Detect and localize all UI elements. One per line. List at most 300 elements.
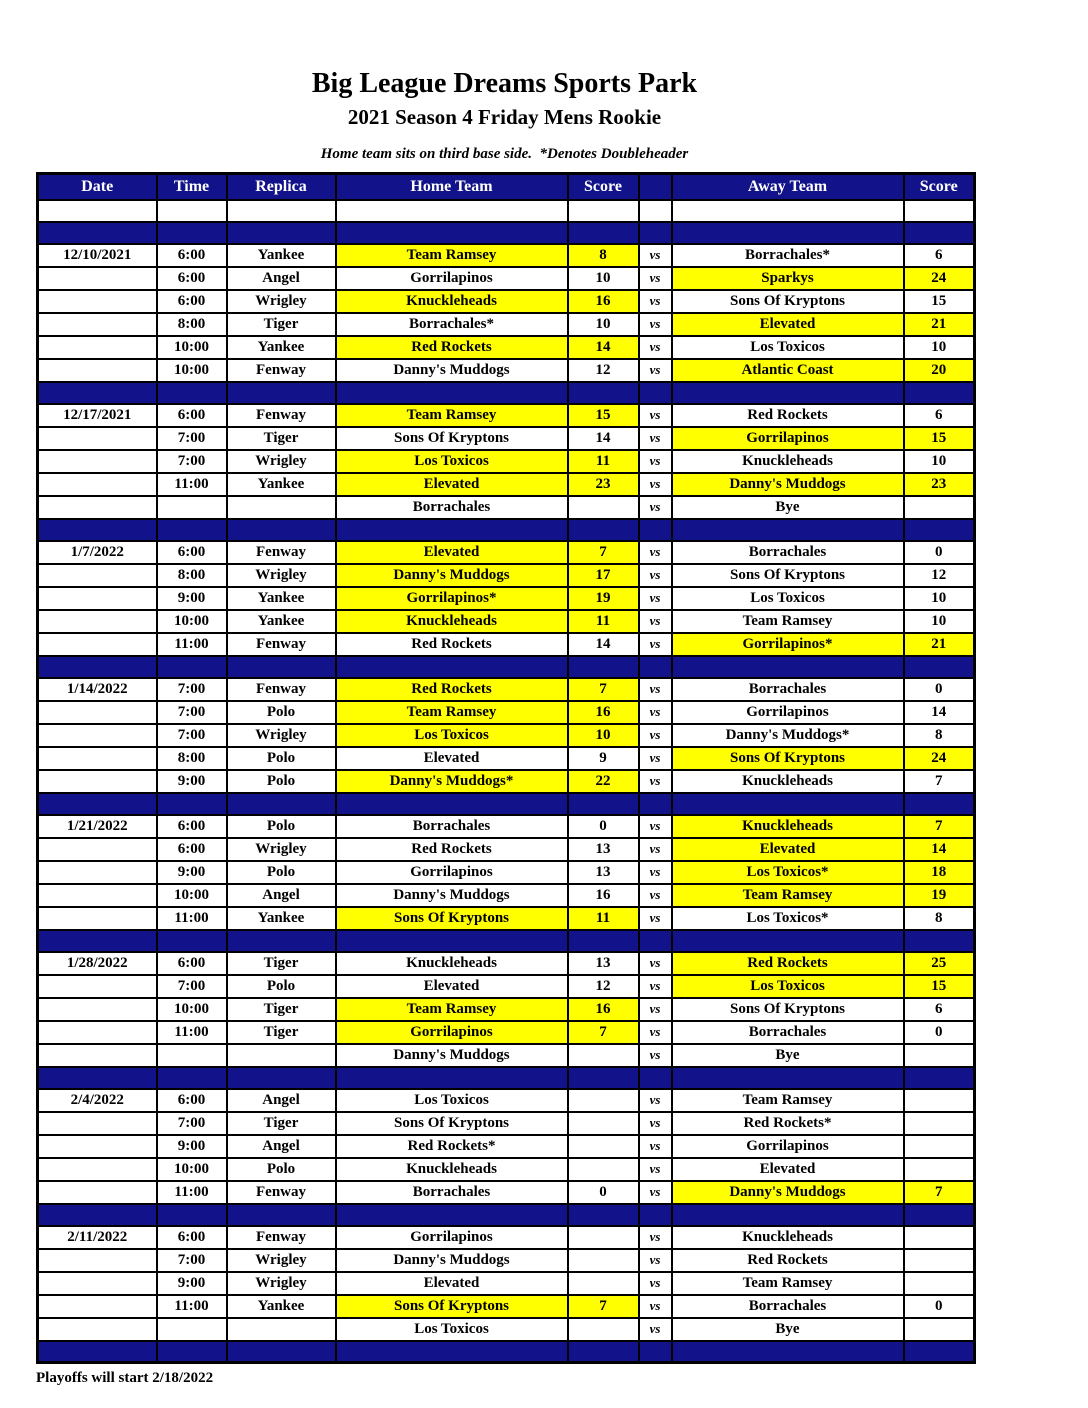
home-team-cell: Danny's Muddogs — [336, 359, 568, 382]
time-cell: 9:00 — [157, 587, 227, 610]
home-team-cell: Borrachales — [336, 1181, 568, 1204]
separator-cell — [157, 222, 227, 244]
separator-cell — [336, 656, 568, 678]
date-cell: 2/4/2022 — [38, 1089, 157, 1112]
page-subtitle: 2021 Season 4 Friday Mens Rookie — [347, 105, 662, 129]
vs-cell: vs — [639, 1021, 672, 1044]
replica-cell: Wrigley — [227, 450, 336, 473]
away-team-cell: Elevated — [672, 838, 904, 861]
home-score-cell: 12 — [568, 359, 639, 382]
vs-cell: vs — [639, 496, 672, 519]
game-row — [38, 861, 975, 884]
replica-cell: Wrigley — [227, 724, 336, 747]
vs-cell: vs — [639, 952, 672, 975]
away-team-cell: Gorrilapinos — [672, 1135, 904, 1158]
time-cell: 10:00 — [157, 1158, 227, 1181]
section-separator-row — [38, 1067, 975, 1089]
home-score-cell: 11 — [568, 907, 639, 930]
away-team-cell: Red Rockets* — [672, 1112, 904, 1135]
game-row — [38, 907, 975, 930]
time-cell: 9:00 — [157, 1135, 227, 1158]
time-cell: 9:00 — [157, 1272, 227, 1295]
game-row — [38, 473, 975, 496]
time-cell: 6:00 — [157, 290, 227, 313]
game-row — [38, 496, 975, 519]
section-separator-row — [38, 1341, 975, 1363]
vs-cell: vs — [639, 724, 672, 747]
away-score-cell: 10 — [904, 610, 975, 633]
vs-cell: vs — [639, 359, 672, 382]
time-cell: 7:00 — [157, 678, 227, 701]
column-header-vs — [639, 174, 672, 200]
date-cell — [38, 724, 157, 747]
separator-cell — [227, 930, 336, 952]
time-cell: 10:00 — [157, 610, 227, 633]
separator-cell — [38, 793, 157, 815]
game-row — [38, 724, 975, 747]
separator-cell — [336, 793, 568, 815]
home-team-cell: Los Toxicos — [336, 450, 568, 473]
game-row — [38, 610, 975, 633]
replica-cell — [227, 1318, 336, 1341]
away-score-cell — [904, 1112, 975, 1135]
home-score-cell: 10 — [568, 724, 639, 747]
time-cell: 6:00 — [157, 1089, 227, 1112]
game-row — [38, 1135, 975, 1158]
vs-cell: vs — [639, 975, 672, 998]
time-cell: 7:00 — [157, 701, 227, 724]
away-team-cell: Red Rockets — [672, 404, 904, 427]
date-cell — [38, 587, 157, 610]
vs-cell: vs — [639, 1112, 672, 1135]
spacer-cell — [904, 200, 975, 222]
date-cell — [38, 473, 157, 496]
vs-cell: vs — [639, 404, 672, 427]
home-team-cell: Red Rockets* — [336, 1135, 568, 1158]
time-cell: 6:00 — [157, 244, 227, 267]
separator-cell — [639, 1067, 672, 1089]
time-cell: 8:00 — [157, 747, 227, 770]
column-header-away-score: Score — [904, 174, 975, 200]
date-cell — [38, 861, 157, 884]
away-score-cell — [904, 1318, 975, 1341]
spacer-cell — [336, 200, 568, 222]
replica-cell: Polo — [227, 701, 336, 724]
game-row — [38, 267, 975, 290]
section-separator-row — [38, 656, 975, 678]
date-cell — [38, 290, 157, 313]
time-cell: 6:00 — [157, 838, 227, 861]
separator-cell — [672, 1341, 904, 1363]
separator-cell — [157, 793, 227, 815]
home-team-cell: Knuckleheads — [336, 952, 568, 975]
home-score-cell: 10 — [568, 313, 639, 336]
home-team-cell: Red Rockets — [336, 336, 568, 359]
section-separator-row — [38, 930, 975, 952]
away-team-cell: Bye — [672, 496, 904, 519]
separator-cell — [568, 1341, 639, 1363]
replica-cell: Fenway — [227, 678, 336, 701]
column-header-replica: Replica — [227, 174, 336, 200]
home-team-cell: Los Toxicos — [336, 724, 568, 747]
vs-cell: vs — [639, 861, 672, 884]
separator-cell — [38, 382, 157, 404]
vs-cell: vs — [639, 1181, 672, 1204]
away-team-cell: Borrachales — [672, 1021, 904, 1044]
away-score-cell: 12 — [904, 564, 975, 587]
date-cell — [38, 313, 157, 336]
home-score-cell: 14 — [568, 336, 639, 359]
game-row — [38, 1272, 975, 1295]
spacer-cell — [38, 200, 157, 222]
vs-cell: vs — [639, 678, 672, 701]
vs-cell: vs — [639, 1135, 672, 1158]
game-row — [38, 701, 975, 724]
away-score-cell: 15 — [904, 427, 975, 450]
separator-cell — [568, 1067, 639, 1089]
separator-cell — [568, 222, 639, 244]
home-score-cell — [568, 1044, 639, 1067]
vs-cell: vs — [639, 610, 672, 633]
date-cell — [38, 633, 157, 656]
away-team-cell: Los Toxicos — [672, 975, 904, 998]
date-cell — [38, 359, 157, 382]
away-team-cell: Red Rockets — [672, 952, 904, 975]
home-team-cell: Borrachales — [336, 496, 568, 519]
replica-cell: Wrigley — [227, 564, 336, 587]
date-cell — [38, 1044, 157, 1067]
separator-cell — [672, 793, 904, 815]
vs-cell: vs — [639, 633, 672, 656]
home-team-cell: Red Rockets — [336, 633, 568, 656]
separator-cell — [568, 1204, 639, 1226]
date-cell — [38, 1249, 157, 1272]
vs-cell: vs — [639, 587, 672, 610]
separator-cell — [38, 222, 157, 244]
away-team-cell: Team Ramsey — [672, 1089, 904, 1112]
home-score-cell: 15 — [568, 404, 639, 427]
separator-cell — [38, 519, 157, 541]
vs-cell: vs — [639, 267, 672, 290]
separator-cell — [568, 930, 639, 952]
away-score-cell — [904, 1249, 975, 1272]
away-score-cell: 15 — [904, 975, 975, 998]
separator-cell — [336, 519, 568, 541]
replica-cell: Tiger — [227, 427, 336, 450]
home-score-cell — [568, 1089, 639, 1112]
away-score-cell: 10 — [904, 587, 975, 610]
game-row — [38, 1044, 975, 1067]
separator-cell — [904, 1341, 975, 1363]
vs-cell: vs — [639, 1226, 672, 1249]
home-score-cell — [568, 1226, 639, 1249]
page-title: Big League Dreams Sports Park — [311, 68, 698, 99]
replica-cell: Yankee — [227, 473, 336, 496]
away-team-cell: Gorrilapinos* — [672, 633, 904, 656]
replica-cell — [227, 496, 336, 519]
time-cell: 11:00 — [157, 907, 227, 930]
away-score-cell: 21 — [904, 313, 975, 336]
separator-cell — [568, 519, 639, 541]
time-cell: 6:00 — [157, 1226, 227, 1249]
vs-cell: vs — [639, 1158, 672, 1181]
vs-cell: vs — [639, 838, 672, 861]
separator-cell — [157, 656, 227, 678]
column-header-home-team: Home Team — [336, 174, 568, 200]
away-team-cell: Knuckleheads — [672, 770, 904, 793]
date-cell — [38, 1295, 157, 1318]
time-cell: 10:00 — [157, 359, 227, 382]
separator-cell — [227, 222, 336, 244]
replica-cell: Yankee — [227, 907, 336, 930]
home-team-cell: Gorrilapinos* — [336, 587, 568, 610]
away-team-cell: Sons Of Kryptons — [672, 747, 904, 770]
date-cell — [38, 907, 157, 930]
separator-cell — [672, 382, 904, 404]
away-score-cell: 8 — [904, 724, 975, 747]
home-team-cell: Team Ramsey — [336, 244, 568, 267]
separator-cell — [336, 1067, 568, 1089]
away-score-cell: 8 — [904, 907, 975, 930]
separator-cell — [639, 656, 672, 678]
replica-cell: Tiger — [227, 952, 336, 975]
away-team-cell: Los Toxicos* — [672, 861, 904, 884]
replica-cell: Yankee — [227, 244, 336, 267]
away-score-cell: 10 — [904, 450, 975, 473]
separator-cell — [227, 1341, 336, 1363]
game-row — [38, 427, 975, 450]
away-score-cell: 24 — [904, 267, 975, 290]
away-score-cell: 7 — [904, 770, 975, 793]
replica-cell: Tiger — [227, 313, 336, 336]
away-score-cell: 25 — [904, 952, 975, 975]
home-team-cell: Knuckleheads — [336, 1158, 568, 1181]
game-row — [38, 975, 975, 998]
away-team-cell: Danny's Muddogs — [672, 1181, 904, 1204]
away-team-cell: Elevated — [672, 313, 904, 336]
separator-cell — [227, 1204, 336, 1226]
time-cell: 7:00 — [157, 427, 227, 450]
spacer-row — [38, 200, 975, 222]
home-score-cell — [568, 1135, 639, 1158]
home-team-cell: Elevated — [336, 1272, 568, 1295]
home-team-cell: Knuckleheads — [336, 610, 568, 633]
separator-cell — [157, 930, 227, 952]
separator-cell — [38, 656, 157, 678]
time-cell: 6:00 — [157, 267, 227, 290]
home-team-cell: Los Toxicos — [336, 1089, 568, 1112]
separator-cell — [904, 382, 975, 404]
separator-cell — [904, 519, 975, 541]
home-score-cell: 16 — [568, 884, 639, 907]
replica-cell: Fenway — [227, 1181, 336, 1204]
vs-cell: vs — [639, 427, 672, 450]
time-cell: 10:00 — [157, 336, 227, 359]
away-score-cell: 19 — [904, 884, 975, 907]
game-row — [38, 884, 975, 907]
replica-cell: Yankee — [227, 587, 336, 610]
time-cell — [157, 1318, 227, 1341]
date-cell — [38, 336, 157, 359]
game-row — [38, 1249, 975, 1272]
time-cell: 7:00 — [157, 1112, 227, 1135]
game-row — [38, 404, 975, 427]
away-score-cell: 7 — [904, 815, 975, 838]
vs-cell: vs — [639, 998, 672, 1021]
away-score-cell — [904, 1044, 975, 1067]
separator-cell — [672, 656, 904, 678]
vs-cell: vs — [639, 907, 672, 930]
separator-cell — [904, 656, 975, 678]
date-cell — [38, 1135, 157, 1158]
home-team-cell: Sons Of Kryptons — [336, 1112, 568, 1135]
home-team-cell: Borrachales* — [336, 313, 568, 336]
game-row — [38, 290, 975, 313]
replica-cell: Polo — [227, 1158, 336, 1181]
game-row — [38, 1021, 975, 1044]
section-separator-row — [38, 1204, 975, 1226]
game-row — [38, 747, 975, 770]
time-cell: 11:00 — [157, 1181, 227, 1204]
away-score-cell: 14 — [904, 701, 975, 724]
separator-cell — [639, 930, 672, 952]
date-cell: 1/7/2022 — [38, 541, 157, 564]
time-cell: 8:00 — [157, 564, 227, 587]
vs-cell: vs — [639, 1272, 672, 1295]
time-cell: 7:00 — [157, 1249, 227, 1272]
home-score-cell: 17 — [568, 564, 639, 587]
game-row — [38, 998, 975, 1021]
away-team-cell: Knuckleheads — [672, 815, 904, 838]
time-cell: 7:00 — [157, 975, 227, 998]
home-score-cell: 16 — [568, 701, 639, 724]
game-row — [38, 678, 975, 701]
away-score-cell: 23 — [904, 473, 975, 496]
home-score-cell — [568, 496, 639, 519]
separator-cell — [157, 1341, 227, 1363]
time-cell: 10:00 — [157, 884, 227, 907]
away-team-cell: Bye — [672, 1318, 904, 1341]
home-team-cell: Red Rockets — [336, 838, 568, 861]
replica-cell: Fenway — [227, 633, 336, 656]
time-cell: 8:00 — [157, 313, 227, 336]
home-team-cell: Team Ramsey — [336, 701, 568, 724]
replica-cell: Wrigley — [227, 1272, 336, 1295]
home-team-cell: Team Ramsey — [336, 998, 568, 1021]
away-score-cell: 15 — [904, 290, 975, 313]
date-cell: 2/11/2022 — [38, 1226, 157, 1249]
replica-cell: Wrigley — [227, 290, 336, 313]
home-score-cell — [568, 1249, 639, 1272]
separator-cell — [336, 382, 568, 404]
replica-cell: Polo — [227, 861, 336, 884]
away-score-cell: 0 — [904, 1295, 975, 1318]
vs-cell: vs — [639, 564, 672, 587]
replica-cell: Wrigley — [227, 1249, 336, 1272]
game-row — [38, 1089, 975, 1112]
home-team-cell: Danny's Muddogs — [336, 884, 568, 907]
replica-cell: Yankee — [227, 336, 336, 359]
separator-cell — [336, 222, 568, 244]
table-header-row — [38, 174, 975, 200]
home-score-cell: 12 — [568, 975, 639, 998]
vs-cell: vs — [639, 473, 672, 496]
separator-cell — [672, 1067, 904, 1089]
separator-cell — [904, 1067, 975, 1089]
home-team-cell: Sons Of Kryptons — [336, 1295, 568, 1318]
away-score-cell: 6 — [904, 404, 975, 427]
away-score-cell — [904, 1135, 975, 1158]
vs-cell: vs — [639, 336, 672, 359]
section-separator-row — [38, 793, 975, 815]
home-score-cell: 13 — [568, 861, 639, 884]
time-cell: 6:00 — [157, 815, 227, 838]
date-cell — [38, 1021, 157, 1044]
time-cell: 7:00 — [157, 450, 227, 473]
away-team-cell: Sparkys — [672, 267, 904, 290]
date-cell: 12/17/2021 — [38, 404, 157, 427]
time-cell: 11:00 — [157, 633, 227, 656]
home-team-cell: Los Toxicos — [336, 1318, 568, 1341]
home-score-cell: 11 — [568, 450, 639, 473]
game-row — [38, 815, 975, 838]
game-row — [38, 952, 975, 975]
away-team-cell: Sons Of Kryptons — [672, 290, 904, 313]
replica-cell: Angel — [227, 884, 336, 907]
column-header-time: Time — [157, 174, 227, 200]
home-score-cell: 11 — [568, 610, 639, 633]
away-score-cell: 7 — [904, 1181, 975, 1204]
schedule-sheet — [36, 0, 973, 1387]
date-cell: 1/14/2022 — [38, 678, 157, 701]
replica-cell: Polo — [227, 747, 336, 770]
away-team-cell: Los Toxicos — [672, 587, 904, 610]
vs-cell: vs — [639, 747, 672, 770]
separator-cell — [227, 382, 336, 404]
separator-cell — [227, 1067, 336, 1089]
date-cell — [38, 747, 157, 770]
away-score-cell — [904, 496, 975, 519]
game-row — [38, 541, 975, 564]
game-row — [38, 770, 975, 793]
home-score-cell — [568, 1112, 639, 1135]
date-cell — [38, 1272, 157, 1295]
home-score-cell: 7 — [568, 678, 639, 701]
game-row — [38, 1158, 975, 1181]
separator-cell — [336, 930, 568, 952]
replica-cell: Fenway — [227, 359, 336, 382]
away-score-cell: 20 — [904, 359, 975, 382]
spacer-cell — [568, 200, 639, 222]
replica-cell: Polo — [227, 975, 336, 998]
game-row — [38, 313, 975, 336]
separator-cell — [639, 382, 672, 404]
date-cell — [38, 838, 157, 861]
vs-cell: vs — [639, 450, 672, 473]
column-header-home-score: Score — [568, 174, 639, 200]
section-separator-row — [38, 519, 975, 541]
replica-cell: Wrigley — [227, 838, 336, 861]
away-team-cell: Bye — [672, 1044, 904, 1067]
vs-cell: vs — [639, 884, 672, 907]
schedule-note: Home team sits on third base side. *Denotes Doubleheader — [320, 146, 689, 162]
vs-cell: vs — [639, 541, 672, 564]
date-cell — [38, 1181, 157, 1204]
away-team-cell: Borrachales — [672, 541, 904, 564]
date-cell: 1/28/2022 — [38, 952, 157, 975]
separator-cell — [639, 1204, 672, 1226]
separator-cell — [904, 930, 975, 952]
